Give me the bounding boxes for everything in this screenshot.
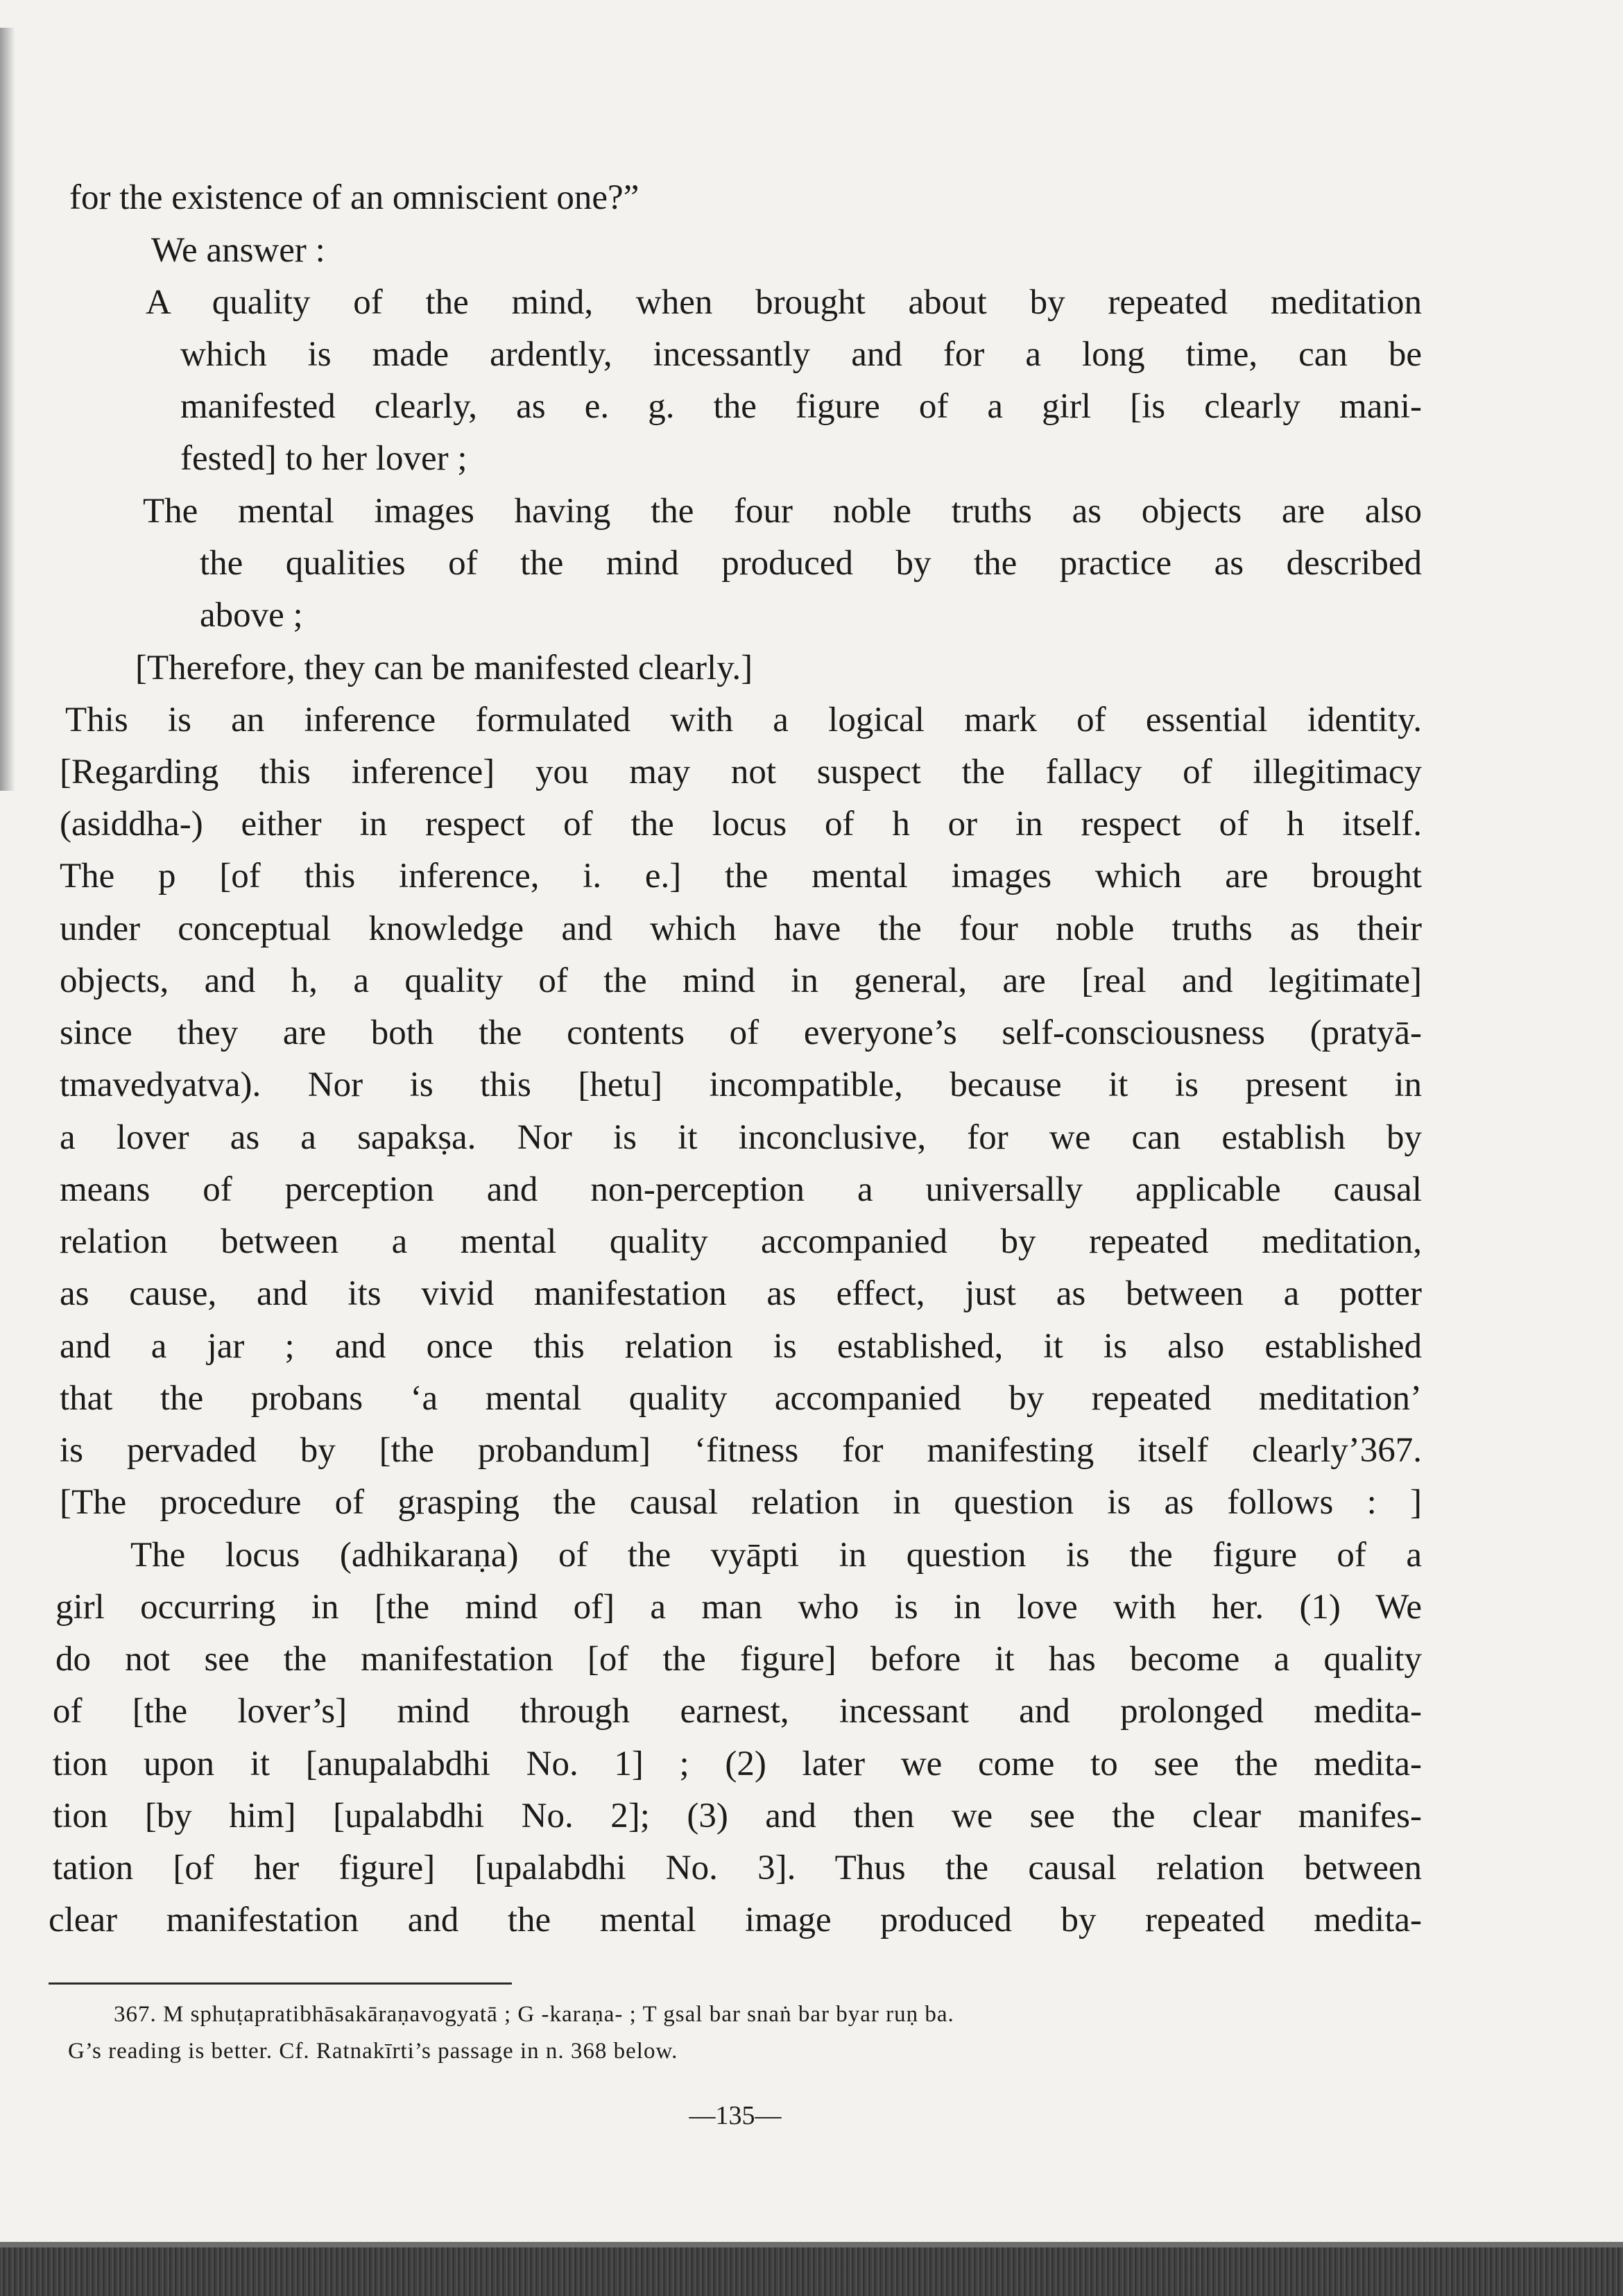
body-line-23: and a jar ; and once this relation is established, it is also established — [60, 1327, 1422, 1366]
body-line-16: objects, and h, a quality of the mind in general, are [real and legitimate] — [60, 961, 1422, 1000]
body-line-13: (asiddha-) either in respect of the locus of h or in respect of h itself. — [60, 805, 1422, 843]
body-line-4: which is made ardently, incessantly and for a long time, can be — [180, 335, 1422, 374]
body-line-18: tmavedyatva). Nor is this [hetu] incompatible, because it is present in — [60, 1065, 1422, 1104]
body-line-5: manifested clearly, as e. g. the figure of a girl [is clearly mani- — [180, 387, 1422, 426]
body-line-6: fested] to her lover ; — [180, 439, 467, 478]
body-line-30: of [the lover’s] mind through earnest, incessant and prolonged medita- — [53, 1692, 1422, 1731]
body-line-12: [Regarding this inference] you may not suspect the fallacy of illegitimacy — [60, 753, 1422, 791]
body-line-11: This is an inference formulated with a logical mark of essential identity. — [65, 701, 1422, 739]
body-line-33: tation [of her figure] [upalabdhi No. 3]. Thus the causal relation between — [53, 1849, 1422, 1887]
body-line-14: The p [of this inference, i. e.] the mental images which are brought — [60, 857, 1422, 896]
footnote-line-1: 367. M sphuṭapratibhāsakāraṇavogyatā ; G -karaṇa- ; T gsal bar snaṅ bar byar ruṇ ba. — [114, 2002, 954, 2027]
body-line-1: for the existence of an omniscient one?” — [69, 178, 639, 217]
body-line-9: above ; — [200, 596, 303, 635]
body-line-32: tion [by him] [upalabdhi No. 2]; (3) and then we see the clear manifes- — [53, 1797, 1422, 1835]
body-line-34: clear manifestation and the mental image produced by repeated medita- — [49, 1901, 1422, 1939]
body-line-26: [The procedure of grasping the causal relation in question is as follows : ] — [60, 1483, 1422, 1522]
body-line-17: since they are both the contents of everyone’s self-consciousness (pratyā- — [60, 1013, 1422, 1052]
body-line-8: the qualities of the mind produced by the practice as described — [200, 544, 1422, 583]
body-line-2: We answer : — [151, 231, 325, 270]
body-line-3: A quality of the mind, when brought about by repeated meditation — [146, 283, 1422, 322]
body-line-22: as cause, and its vivid manifestation as effect, just as between a potter — [60, 1274, 1422, 1313]
scan-edge-bottom — [0, 2242, 1623, 2296]
footnote-rule — [49, 1982, 512, 1985]
body-line-25: is pervaded by [the probandum] ‘fitness for manifesting itself clearly’367. — [60, 1431, 1422, 1470]
body-line-24: that the probans ‘a mental quality accompanied by repeated meditation’ — [60, 1379, 1422, 1418]
body-line-20: means of perception and non-perception a universally applicable causal — [60, 1170, 1422, 1209]
body-line-19: a lover as a sapakṣa. Nor is it inconclusive, for we can establish by — [60, 1118, 1422, 1157]
body-line-28: girl occurring in [the mind of] a man who is in love with her. (1) We — [55, 1588, 1422, 1627]
body-line-21: relation between a mental quality accompanied by repeated meditation, — [60, 1222, 1422, 1261]
body-line-15: under conceptual knowledge and which have the four noble truths as their — [60, 909, 1422, 948]
page-number: —135— — [689, 2101, 782, 2130]
body-line-10: [Therefore, they can be manifested clearly.] — [135, 649, 753, 687]
body-line-31: tion upon it [anupalabdhi No. 1] ; (2) later we come to see the medita- — [53, 1745, 1422, 1783]
body-line-27: The locus (adhikaraṇa) of the vyāpti in question is the figure of a — [130, 1536, 1422, 1575]
body-line-29: do not see the manifestation [of the figure] before it has become a quality — [55, 1640, 1422, 1679]
body-line-7: The mental images having the four noble truths as objects are also — [143, 492, 1422, 531]
footnote-line-2: G’s reading is better. Cf. Ratnakīrti’s passage in n. 368 below. — [68, 2039, 678, 2064]
